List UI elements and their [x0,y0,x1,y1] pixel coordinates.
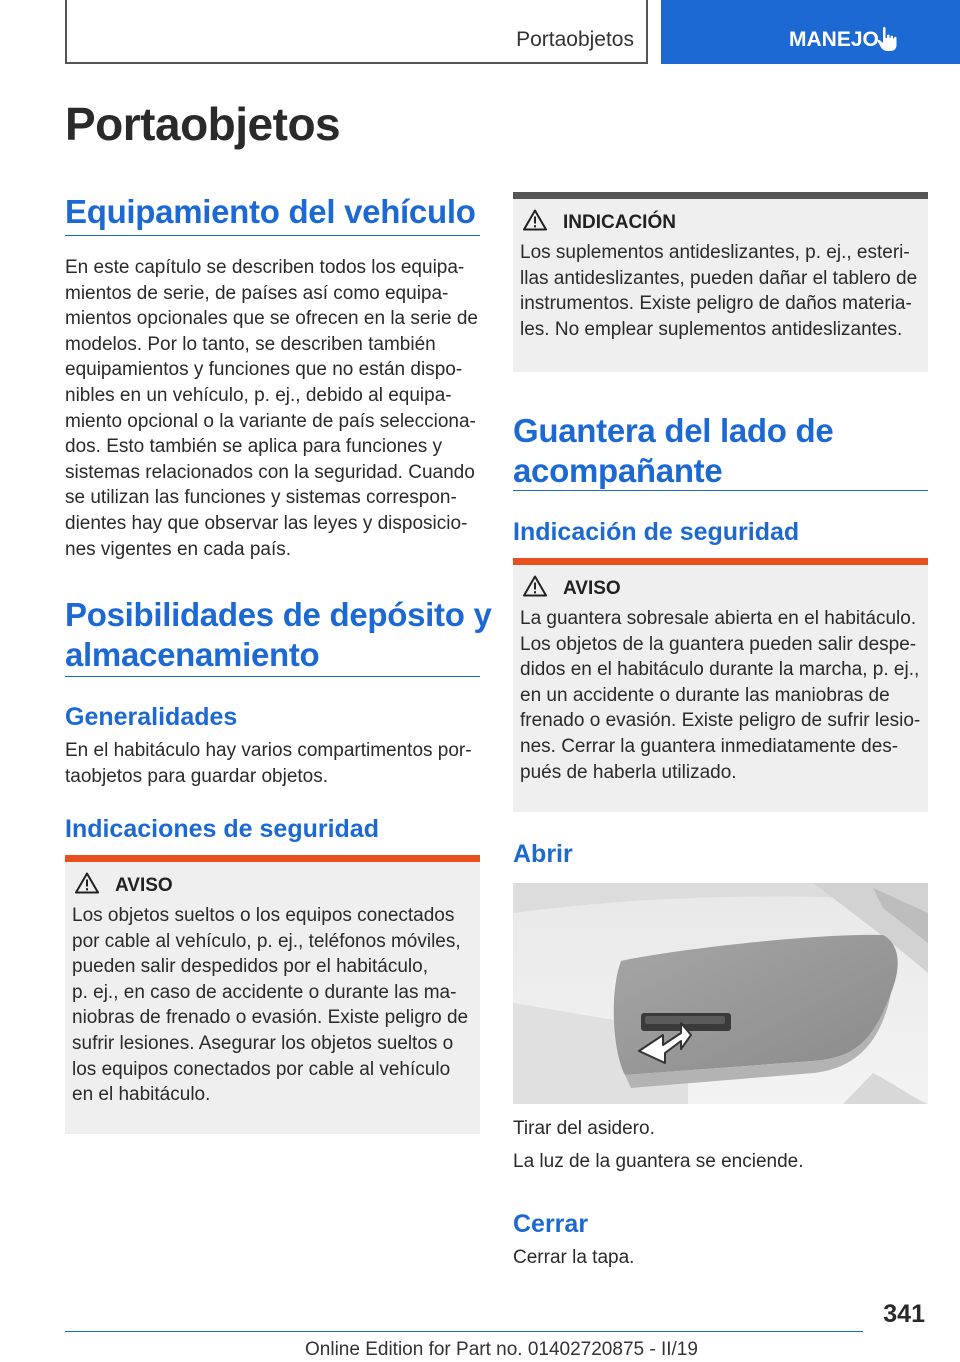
note-title: INDICACIÓN [563,212,676,233]
heading-guantera: Guantera del lado de acompañante [513,412,834,489]
header-section-box [65,0,648,64]
edition-footer: Online Edition for Part no. 01402720875 - II/19 [305,1339,698,1360]
paragraph-generalidades: En el habitáculo hay varios compartimentos por‐ taobjetos para guardar objetos. [65,740,472,787]
note-text: Los suplementos antideslizantes, p. ej., esteri‐ llas antideslizantes, pueden dañar el tablero de instrumentos. Existe peligro de daños materia‐ les. No emplear suplementos antideslizantes. [520,242,918,340]
header-section-title: Portaobjetos [516,28,634,51]
warning-triangle-icon [520,575,563,603]
heading-rule [513,490,928,491]
text-cerrar-tapa: Cerrar la tapa. [513,1247,635,1268]
heading-rule [65,676,480,677]
warning-title: AVISO [563,578,621,599]
heading-cerrar: Cerrar [513,1210,589,1238]
warning-box-aviso-guantera [513,558,928,812]
glovebox-handle-illustration [513,883,928,1104]
page-title: Portaobjetos [65,98,341,150]
heading-indicacion-seguridad: Indicación de seguridad [513,518,800,546]
warning-box-bar [513,558,928,565]
heading-posibilidades: Posibilidades de depósito y almacenamiento [65,596,492,673]
footer-rule [65,1331,863,1332]
heading-indicaciones-seguridad: Indicaciones de seguridad [65,815,379,843]
warning-box-aviso [65,855,480,1134]
warning-box-bar [65,855,480,862]
heading-rule [65,235,480,236]
warning-triangle-icon [72,872,115,900]
chapter-tab[interactable] [661,0,960,64]
hand-pointer-icon [877,26,899,57]
warning-text: Los objetos sueltos o los equipos conectados por cable al vehículo, p. ej., teléfonos móviles, pueden salir despedidos por el habitáculo, p. ej., en caso de accidente o durante las ma‐ niobras de frenado o evasión. Existe peligro de sufrir lesiones. Asegurar los objetos sueltos o los equipos conectados por cable al vehículo en el habitáculo. [72,905,469,1106]
paragraph-equipamiento: En este capítulo se describen todos los equipa‐ mientos de serie, de países así como equipa‐ mientos opcionales que se ofrecen en la serie de modelos. Por lo tanto, se describen también equipamientos y funciones que no están dispo‐ nibles en un vehículo, p. ej., debido al equipa‐ miento opcional o la variante de país selecciona‐ dos. Esto también se aplica para funciones y sistemas relacionados con la seguridad. Cuando se utilizan las funciones y sistemas correspon‐ dientes hay que observar las leyes y disposicio‐ nes vigentes en cada país. [65,257,478,560]
warning-title: AVISO [115,875,173,896]
warning-text: La guantera sobresale abierta en el habitáculo. Los objetos de la guantera pueden salir despe‐ didos en el habitáculo durante la marcha, p. ej., en un accidente o durante las maniobras de frenado o evasión. Existe peligro de sufrir lesio‐ nes. Cerrar la guantera inmediatamente des‐ pués de haberla utilizado. [520,608,921,783]
page-number: 341 [883,1300,925,1328]
heading-generalidades: Generalidades [65,703,238,731]
note-box-bar [513,192,928,199]
warning-triangle-icon [520,209,563,237]
note-box-indicacion [513,192,928,372]
heading-abrir: Abrir [513,840,573,868]
text-tirar-asidero: Tirar del asidero. [513,1118,655,1139]
text-luz-guantera: La luz de la guantera se enciende. [513,1151,804,1172]
chapter-tab-label: MANEJO [789,28,879,51]
heading-equipamiento: Equipamiento del vehículo [65,193,476,230]
